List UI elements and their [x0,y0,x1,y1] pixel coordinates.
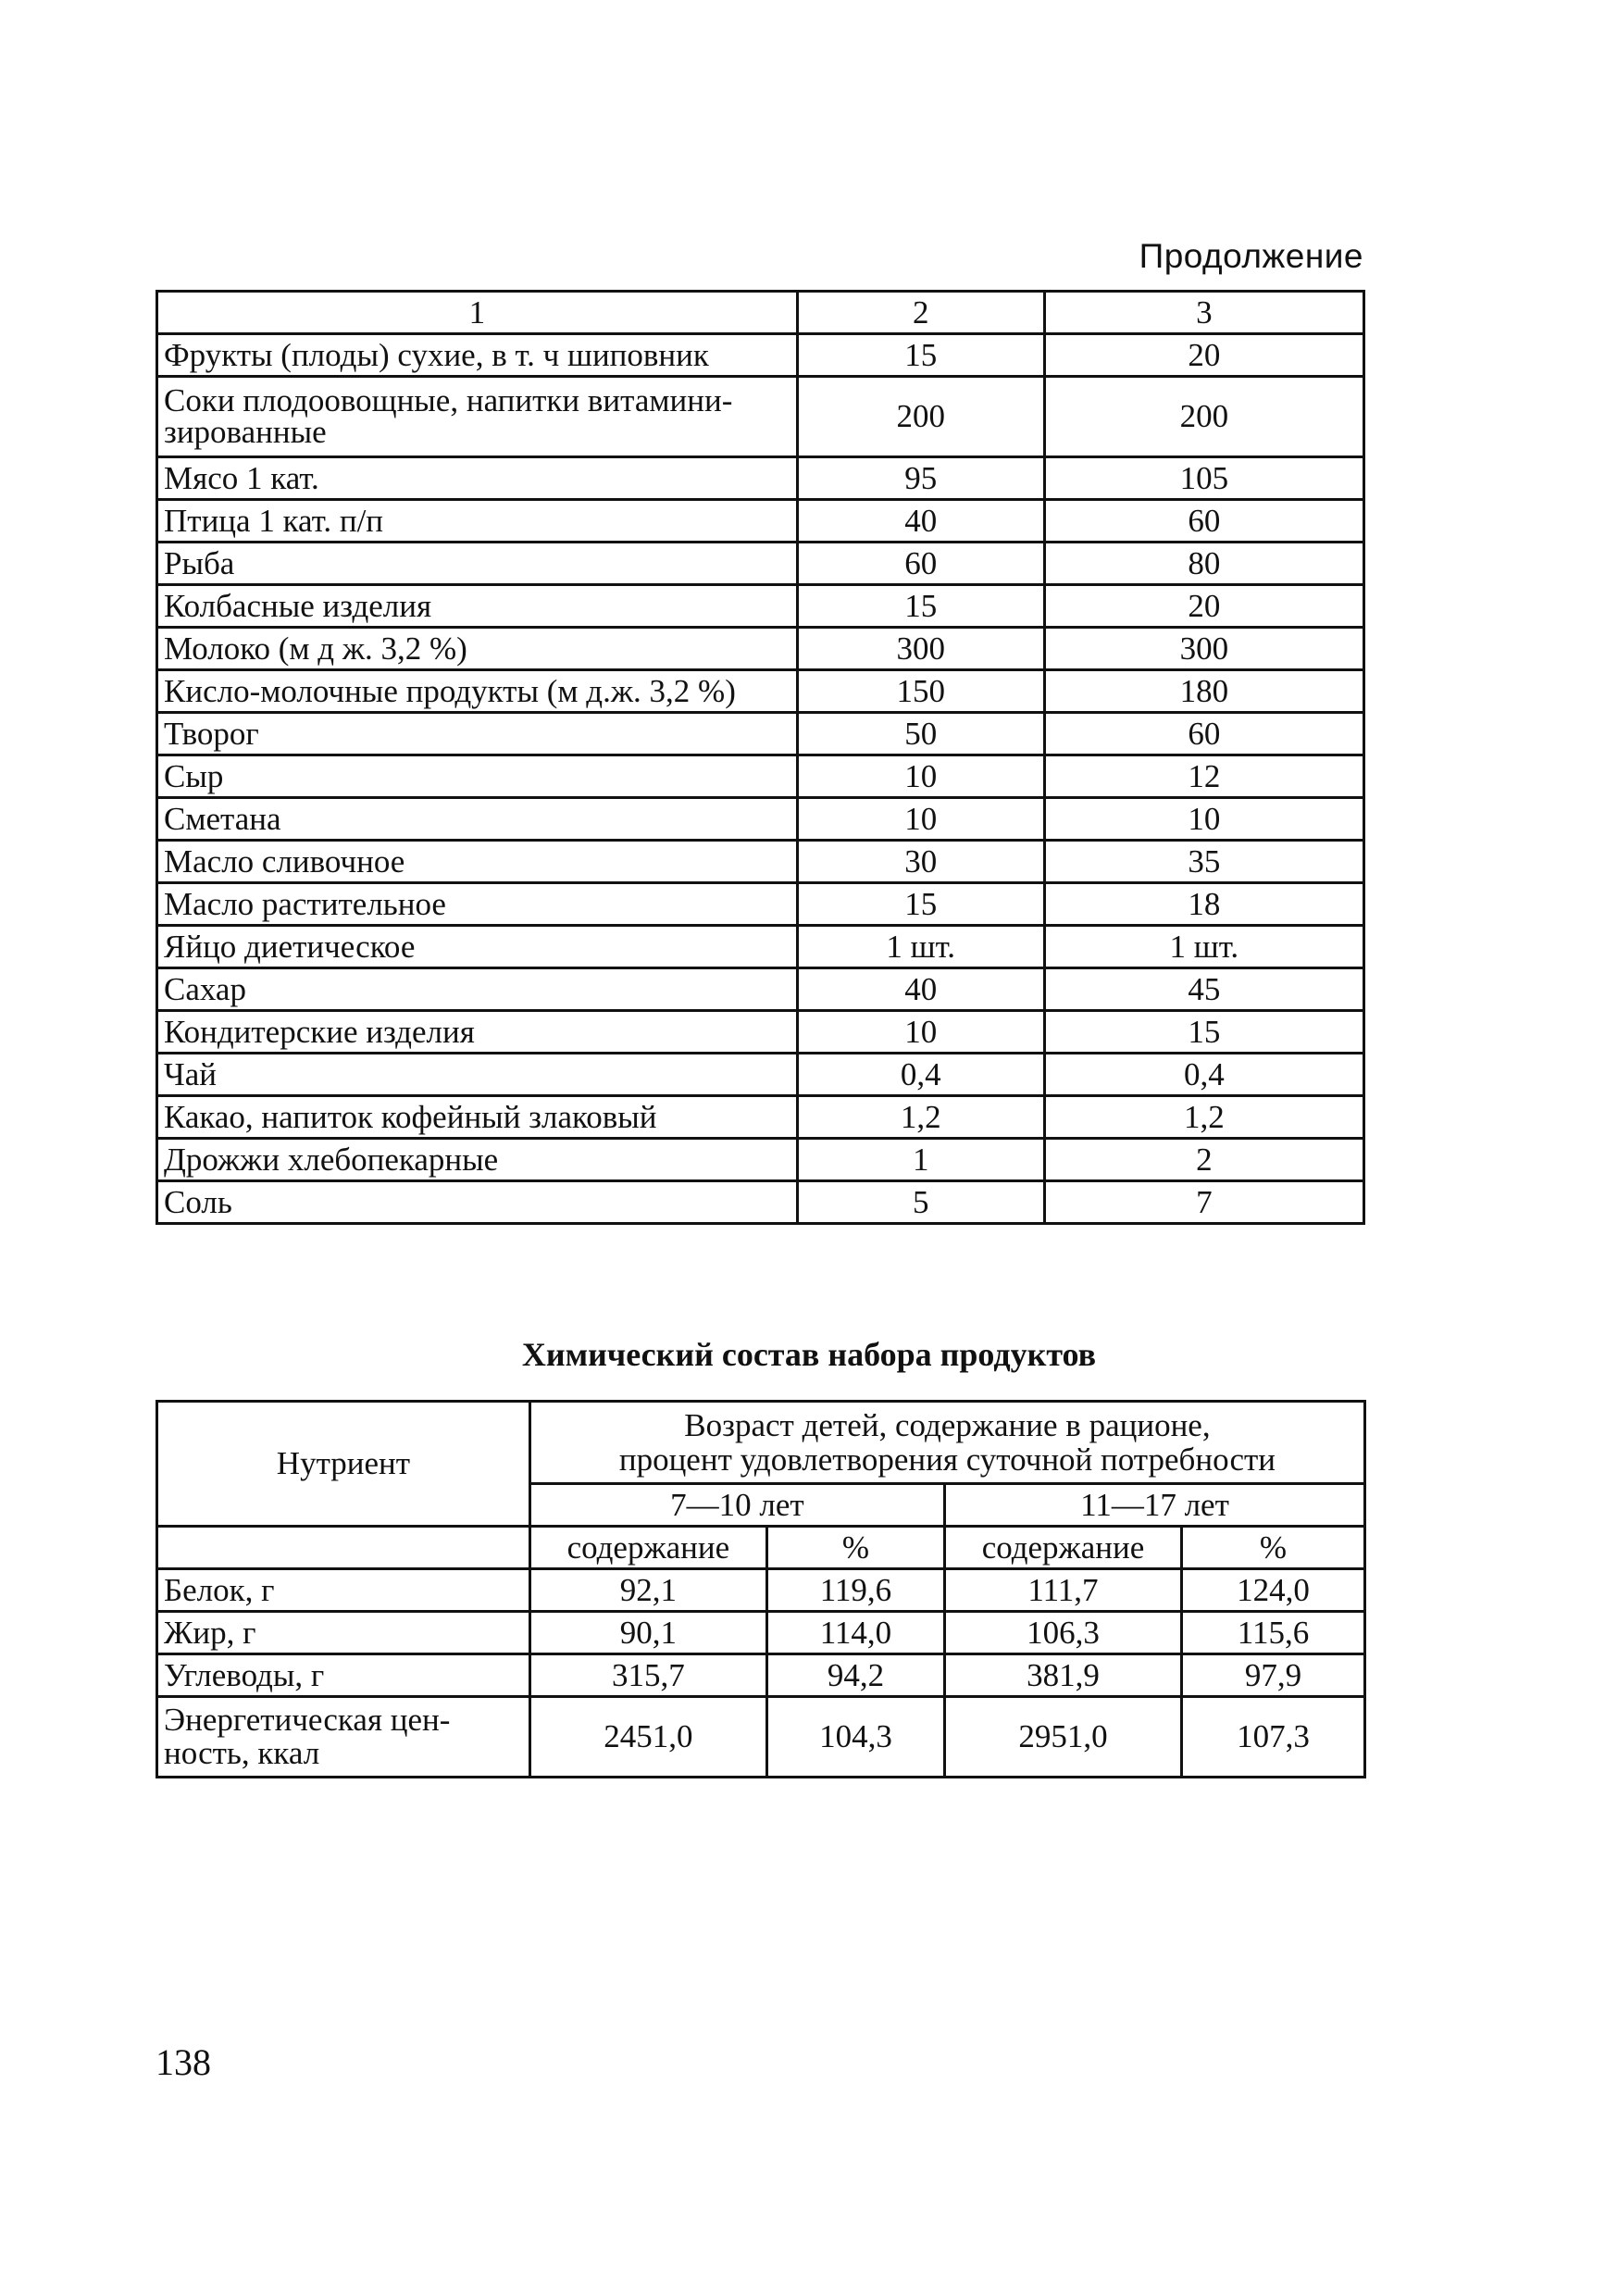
value-col-3: 45 [1044,968,1363,1011]
value-col-3: 20 [1044,585,1363,628]
table-row [157,628,1364,670]
table-row [157,670,1364,713]
value-col-3: 60 [1044,713,1363,755]
nutrient-name [157,1697,530,1778]
content-11-17: 106,3 [945,1612,1182,1654]
nutrient-name-line-1: Энергетическая цен- [164,1702,451,1738]
product-name: Птица 1 кат. п/п [157,500,798,543]
value-col-2: 50 [797,713,1044,755]
value-col-2: 10 [797,798,1044,841]
value-col-3: 105 [1044,457,1363,500]
table-row [157,883,1364,926]
value-col-3: 12 [1044,755,1363,798]
nutrient-name: Белок, г [157,1569,530,1612]
percent-subheader-2: % [1181,1527,1364,1569]
table-row [157,1096,1364,1139]
value-col-3: 60 [1044,500,1363,543]
table-row [157,377,1364,457]
value-col-3: 15 [1044,1011,1363,1054]
product-name: Молоко (м д ж. 3,2 %) [157,628,798,670]
table-row [157,798,1364,841]
value-col-2: 30 [797,841,1044,883]
percent-7-10: 114,0 [766,1612,944,1654]
value-col-2: 15 [797,334,1044,377]
value-col-3: 20 [1044,334,1363,377]
value-col-2: 15 [797,883,1044,926]
age-group-header [529,1402,1364,1484]
table-header-row [157,292,1364,334]
value-col-3: 1,2 [1044,1096,1363,1139]
table-row [157,457,1364,500]
content-11-17: 111,7 [945,1569,1182,1612]
value-col-3: 2 [1044,1139,1363,1181]
value-col-2: 10 [797,1011,1044,1054]
table-row [157,585,1364,628]
table-row [157,841,1364,883]
age-group-header-line-2: процент удовлетворения суточной потребности [618,1441,1276,1478]
percent-11-17: 115,6 [1181,1612,1364,1654]
percent-11-17: 107,3 [1181,1697,1364,1778]
nutrient-header: Нутриент [157,1402,530,1527]
product-name: Сахар [157,968,798,1011]
value-col-3: 0,4 [1044,1054,1363,1096]
continuation-label: Продолжение [1139,237,1363,275]
value-col-2: 60 [797,543,1044,585]
content-11-17: 2951,0 [945,1697,1182,1778]
table-row [157,1011,1364,1054]
product-name: Мясо 1 кат. [157,457,798,500]
value-col-3: 35 [1044,841,1363,883]
product-name: Масло растительное [157,883,798,926]
product-name: Фрукты (плоды) сухие, в т. ч шиповник [157,334,798,377]
content-7-10: 2451,0 [529,1697,766,1778]
table-row [157,1654,1365,1697]
product-name: Масло сливочное [157,841,798,883]
table-row [157,334,1364,377]
age-group-1: 7—10 лет [529,1484,944,1527]
value-col-2: 200 [797,377,1044,457]
chem-header-row-3 [157,1527,1365,1569]
product-name: Творог [157,713,798,755]
value-col-2: 95 [797,457,1044,500]
age-group-2: 11—17 лет [945,1484,1365,1527]
percent-7-10: 94,2 [766,1654,944,1697]
value-col-3: 10 [1044,798,1363,841]
chem-header-row-1 [157,1402,1365,1484]
nutrient-name: Углеводы, г [157,1654,530,1697]
nutrient-name-line-2: ность, ккал [164,1735,320,1771]
header-cell-3: 3 [1044,292,1363,334]
products-table [156,290,1365,1225]
product-name: Дрожжи хлебопекарные [157,1139,798,1181]
table-row [157,1139,1364,1181]
table-row [157,713,1364,755]
value-col-2: 15 [797,585,1044,628]
value-col-2: 1,2 [797,1096,1044,1139]
product-name: Колбасные изделия [157,585,798,628]
value-col-3: 7 [1044,1181,1363,1224]
table-row [157,1697,1365,1778]
percent-7-10: 104,3 [766,1697,944,1778]
age-group-header-line-1: Возраст детей, содержание в рационе, [684,1407,1211,1443]
percent-7-10: 119,6 [766,1569,944,1612]
value-col-3: 200 [1044,377,1363,457]
value-col-2: 1 шт. [797,926,1044,968]
table-row [157,755,1364,798]
product-name: Какао, напиток кофейный злаковый [157,1096,798,1139]
value-col-3: 300 [1044,628,1363,670]
table-row [157,1612,1365,1654]
table-row [157,968,1364,1011]
product-name: Рыба [157,543,798,585]
value-col-2: 150 [797,670,1044,713]
value-col-2: 1 [797,1139,1044,1181]
page-number: 138 [156,2041,211,2083]
table-row [157,926,1364,968]
empty-cell [157,1527,530,1569]
product-name: Сыр [157,755,798,798]
content-7-10: 92,1 [529,1569,766,1612]
header-cell-1: 1 [157,292,798,334]
content-subheader-2: содержание [945,1527,1182,1569]
value-col-3: 180 [1044,670,1363,713]
value-col-2: 5 [797,1181,1044,1224]
value-col-2: 40 [797,500,1044,543]
product-name: Соль [157,1181,798,1224]
product-name: Чай [157,1054,798,1096]
value-col-3: 1 шт. [1044,926,1363,968]
percent-subheader-1: % [766,1527,944,1569]
table-row [157,1054,1364,1096]
section-title: Химический состав набора продуктов [521,1336,1097,1373]
value-col-3: 80 [1044,543,1363,585]
content-7-10: 315,7 [529,1654,766,1697]
percent-11-17: 124,0 [1181,1569,1364,1612]
content-11-17: 381,9 [945,1654,1182,1697]
value-col-2: 40 [797,968,1044,1011]
value-col-3: 18 [1044,883,1363,926]
product-name: Кондитерские изделия [157,1011,798,1054]
content-subheader-1: содержание [529,1527,766,1569]
value-col-2: 300 [797,628,1044,670]
header-cell-2: 2 [797,292,1044,334]
table-row [157,1181,1364,1224]
percent-11-17: 97,9 [1181,1654,1364,1697]
content-7-10: 90,1 [529,1612,766,1654]
product-name: Кисло-молочные продукты (м д.ж. 3,2 %) [157,670,798,713]
table-row [157,500,1364,543]
chemical-composition-table [156,1400,1366,1778]
table-row [157,543,1364,585]
value-col-2: 0,4 [797,1054,1044,1096]
nutrient-name: Жир, г [157,1612,530,1654]
table-row [157,1569,1365,1612]
product-name: Сметана [157,798,798,841]
value-col-2: 10 [797,755,1044,798]
product-name: Соки плодоовощные, напитки витамини-зированные [157,377,798,457]
product-name: Яйцо диетическое [157,926,798,968]
